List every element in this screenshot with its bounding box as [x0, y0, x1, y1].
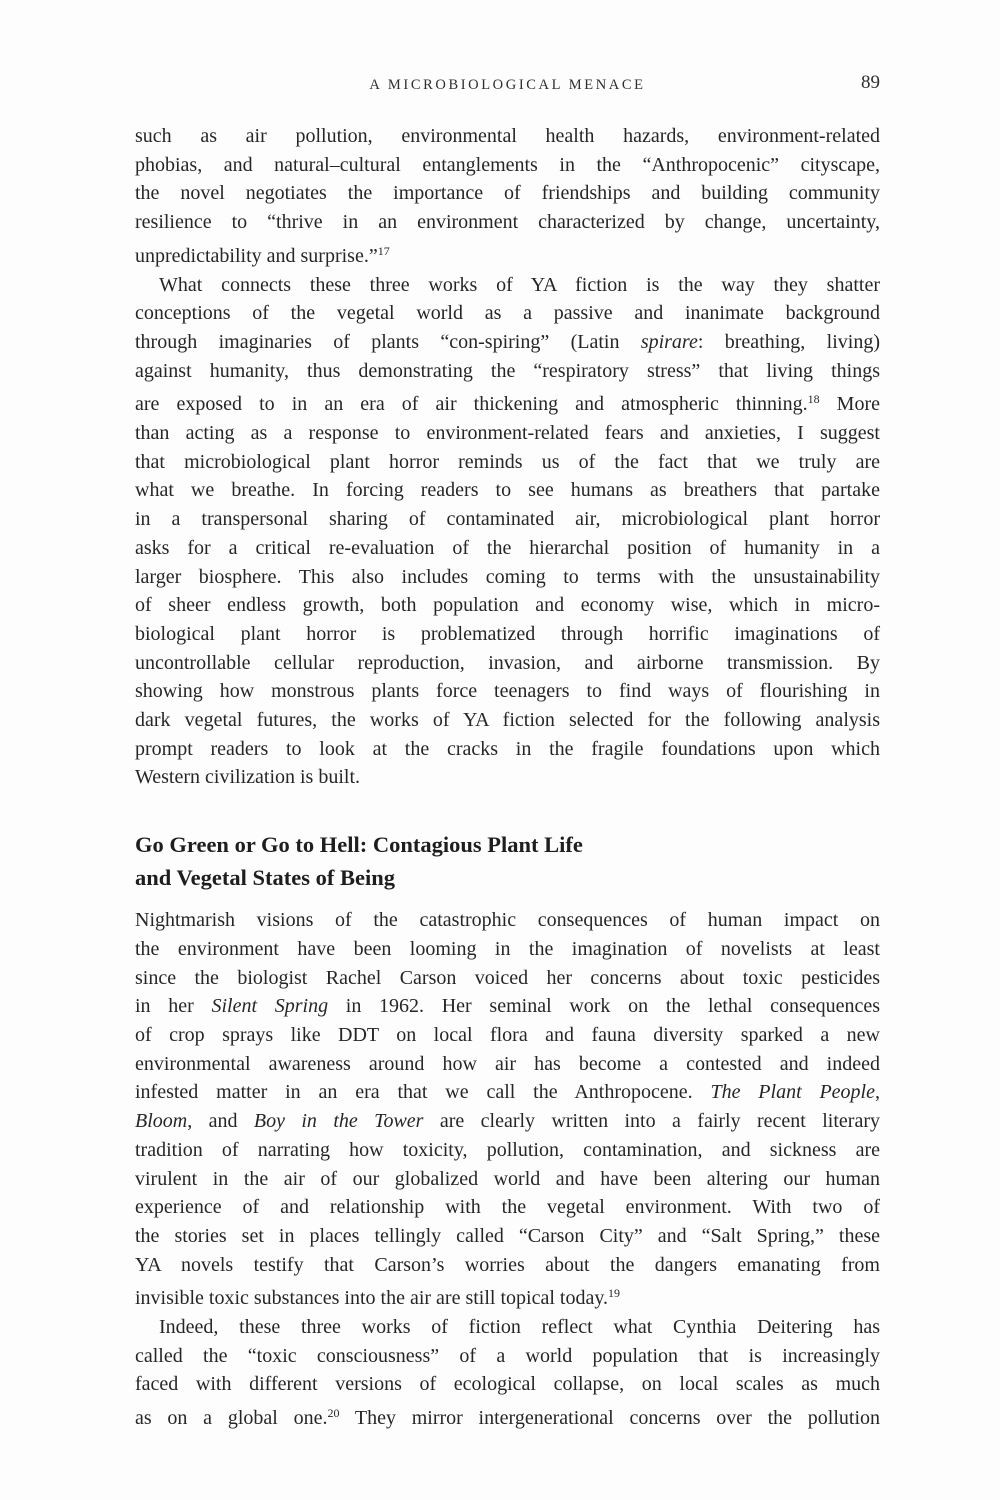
text-line: in a transpersonal sharing of contaminated air, microbiological plant horror [135, 508, 880, 531]
text-line: experience of and relationship with the vegetal environment. With two of [135, 1196, 880, 1219]
text-line: Bloom, and Boy in the Tower are clearly written into a fairly recent literary [135, 1110, 880, 1133]
text-line: resilience to “thrive in an environment characterized by change, uncertainty, [135, 211, 880, 234]
footnote-reference: 18 [807, 392, 820, 407]
text-line: Go Green or Go to Hell: Contagious Plant Life [135, 832, 583, 858]
page-number: 89 [861, 72, 880, 93]
text-line: against humanity, thus demonstrating the “respiratory stress” that living things [135, 359, 880, 382]
text-line: What connects these three works of YA fiction is the way they shatter [159, 273, 880, 296]
text-line: unpredictability and surprise.”$^{17}$ [135, 243, 390, 267]
text-line: biological plant horror is problematized through horrific imaginations of [135, 622, 880, 645]
paragraph [135, 271, 880, 793]
page-body [135, 122, 880, 1433]
paragraph [135, 1313, 880, 1433]
text-line: Western civilization is built. [135, 766, 361, 789]
text-line: of sheer endless growth, both population and economy wise, which in micro- [135, 594, 880, 617]
text-line: such as air pollution, environmental health hazards, environment-related [135, 125, 880, 147]
text-line: Nightmarish visions of the catastrophic consequences of human impact on [135, 909, 880, 932]
text-line: virulent in the air of our globalized world and have been altering our human [135, 1167, 880, 1190]
text-line: tradition of narrating how toxicity, pollution, contamination, and sickness are [135, 1138, 880, 1161]
text-line: faced with different versions of ecological collapse, on local scales as much [135, 1373, 880, 1396]
text-line: than acting as a response to environment-related fears and anxieties, I suggest [135, 422, 880, 445]
text-line: invisible toxic substances into the air are still topical today.$^{19}$ [135, 1286, 621, 1310]
text-line: asks for a critical re-evaluation of the hierarchal position of humanity in a [135, 536, 880, 559]
paragraph [135, 906, 880, 1313]
text-line: YA novels testify that Carson’s worries about the dangers emanating from [135, 1253, 880, 1276]
text-line: the novel negotiates the importance of friendships and building community [135, 182, 880, 205]
section-heading [135, 828, 880, 894]
running-header [135, 72, 880, 94]
text-line: Indeed, these three works of fiction reflect what Cynthia Deitering has [159, 1316, 880, 1339]
text-line: the stories set in places tellingly called “Carson City” and “Salt Spring,” these [135, 1224, 880, 1247]
text-line: the environment have been looming in the imagination of novelists at least [135, 937, 880, 960]
text-line: that microbiological plant horror reminds us of the fact that we truly are [135, 450, 880, 473]
text-line: as on a global one.$^{20}$ They mirror intergenerational concerns over the pollution [135, 1406, 880, 1430]
text-line: environmental awareness around how air has become a contested and indeed [135, 1052, 880, 1075]
text-line: dark vegetal futures, the works of YA fiction selected for the following analysis [135, 709, 880, 732]
paragraph [135, 122, 880, 271]
footnote-reference: 17 [377, 243, 390, 258]
text-line: prompt readers to look at the cracks in the fragile foundations upon which [135, 737, 880, 760]
text-line: in her Silent Spring in 1962. Her seminal work on the lethal consequences [135, 995, 881, 1018]
text-line: larger biosphere. This also includes coming to terms with the unsustainability [135, 565, 880, 588]
text-line: showing how monstrous plants force teenagers to find ways of flourishing in [135, 680, 880, 703]
footnote-reference: 19 [608, 1286, 621, 1301]
text-line: what we breathe. In forcing readers to see humans as breathers that partake [135, 479, 880, 502]
text-line: conceptions of the vegetal world as a passive and inanimate background [135, 302, 880, 325]
text-line: phobias, and natural–cultural entanglements in the “Anthropocenic” cityscape, [135, 153, 880, 176]
text-line: called the “toxic consciousness” of a world population that is increasingly [135, 1344, 880, 1367]
text-line: are exposed to in an era of air thickening and atmospheric thinning.$^{18}$ More [135, 392, 880, 416]
text-line: of crop sprays like DDT on local flora and fauna diversity sparked a new [135, 1023, 880, 1046]
text-line: infested matter in an era that we call the Anthropocene. The Plant People, [135, 1081, 880, 1104]
text-line: since the biologist Rachel Carson voiced her concerns about toxic pesticides [135, 966, 880, 989]
footnote-reference: 20 [327, 1406, 340, 1421]
text-line: through imaginaries of plants “con-spiring” (Latin spirare: breathing, living) [135, 330, 880, 353]
running-header-title: A MICROBIOLOGICAL MENACE [369, 77, 646, 93]
text-line: uncontrollable cellular reproduction, invasion, and airborne transmission. By [135, 651, 880, 674]
text-line: and Vegetal States of Being [135, 865, 396, 891]
